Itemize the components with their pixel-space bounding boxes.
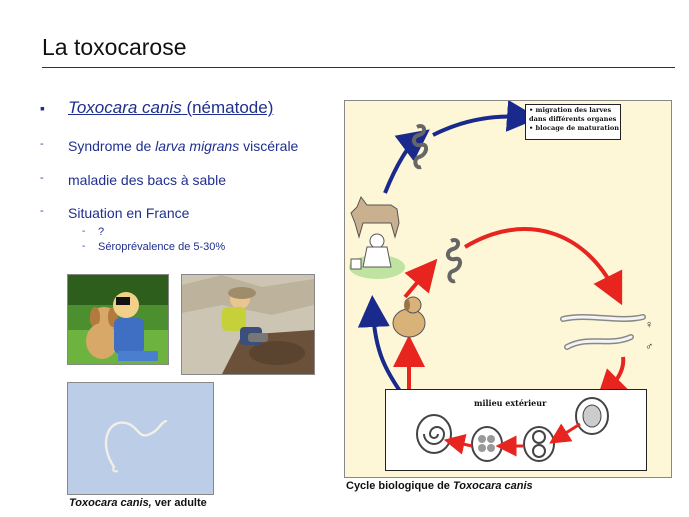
bullet-text: Situation en France [68,205,190,221]
bullet-marker: - [40,172,44,184]
egg-two-cell-icon [524,427,554,461]
worm-illustration [68,383,213,494]
egg-stages [386,390,646,470]
egg-unembryonated-icon [576,398,608,434]
photo-child-in-sandbox [181,274,315,375]
female-symbol: ♀ [645,319,654,331]
legend-line: dans différents organes [529,115,617,123]
slide-title: La toxocarose [42,34,187,60]
child-host-icon [349,234,405,279]
diagram-caption-pre: Cycle biologique de [346,480,453,492]
bullet-italic: larva migrans [155,138,240,154]
bullet-text-suffix: (nématode) [181,98,274,117]
bullet-text-suffix: viscérale [239,138,299,154]
red-arrow-to-larva [405,271,427,297]
legend-line: • migration des larves [529,106,612,114]
sub-bullet-text: ? [98,226,105,238]
bullet-text: Syndrome de [68,138,156,154]
child-puppy-illustration [68,275,168,364]
blue-arrow-to-larva [385,139,417,193]
caption-species: Toxocara canis, [69,497,152,509]
caption-rest: ver adulte [151,497,207,509]
environment-label: milieu extérieur [474,398,547,408]
sub-bullet-marker: - [82,226,86,237]
puppy-host-icon [393,297,425,337]
bullet-marker: - [40,205,44,217]
egg-larvated-icon [417,415,451,453]
dog-host-icon [351,197,399,237]
diagram-caption [346,480,533,492]
adult-worms-icon [563,317,643,347]
photo-child-with-puppy [67,274,169,365]
larva-migrating-icon [414,126,426,167]
lifecycle-diagram [344,100,672,478]
bullet-text: maladie des bacs à sable [68,172,226,188]
legend-box [525,104,621,140]
external-environment-box [385,389,647,471]
bullet-marker: - [40,138,44,150]
sub-bullet-text: Séroprévalence de 5-30% [98,241,226,253]
worm-photo-caption [69,497,207,509]
blue-arrow-to-legend [433,117,523,135]
diagram-caption-species: Toxocara canis [452,480,533,492]
bullet-marker: ▪ [40,100,45,116]
red-arrow-to-env [607,357,623,391]
red-arrow-to-adults [465,229,615,291]
sub-bullet-marker: - [82,241,86,252]
larva-hatched-icon [448,240,460,281]
photo-adult-worm [67,382,214,495]
species-name: Toxocara canis [68,98,182,117]
legend-line: • blocage de maturation [529,124,620,132]
sandbox-illustration [182,275,314,374]
egg-morula-icon [472,427,502,461]
male-symbol: ♂ [645,341,654,353]
title-divider [42,67,675,68]
